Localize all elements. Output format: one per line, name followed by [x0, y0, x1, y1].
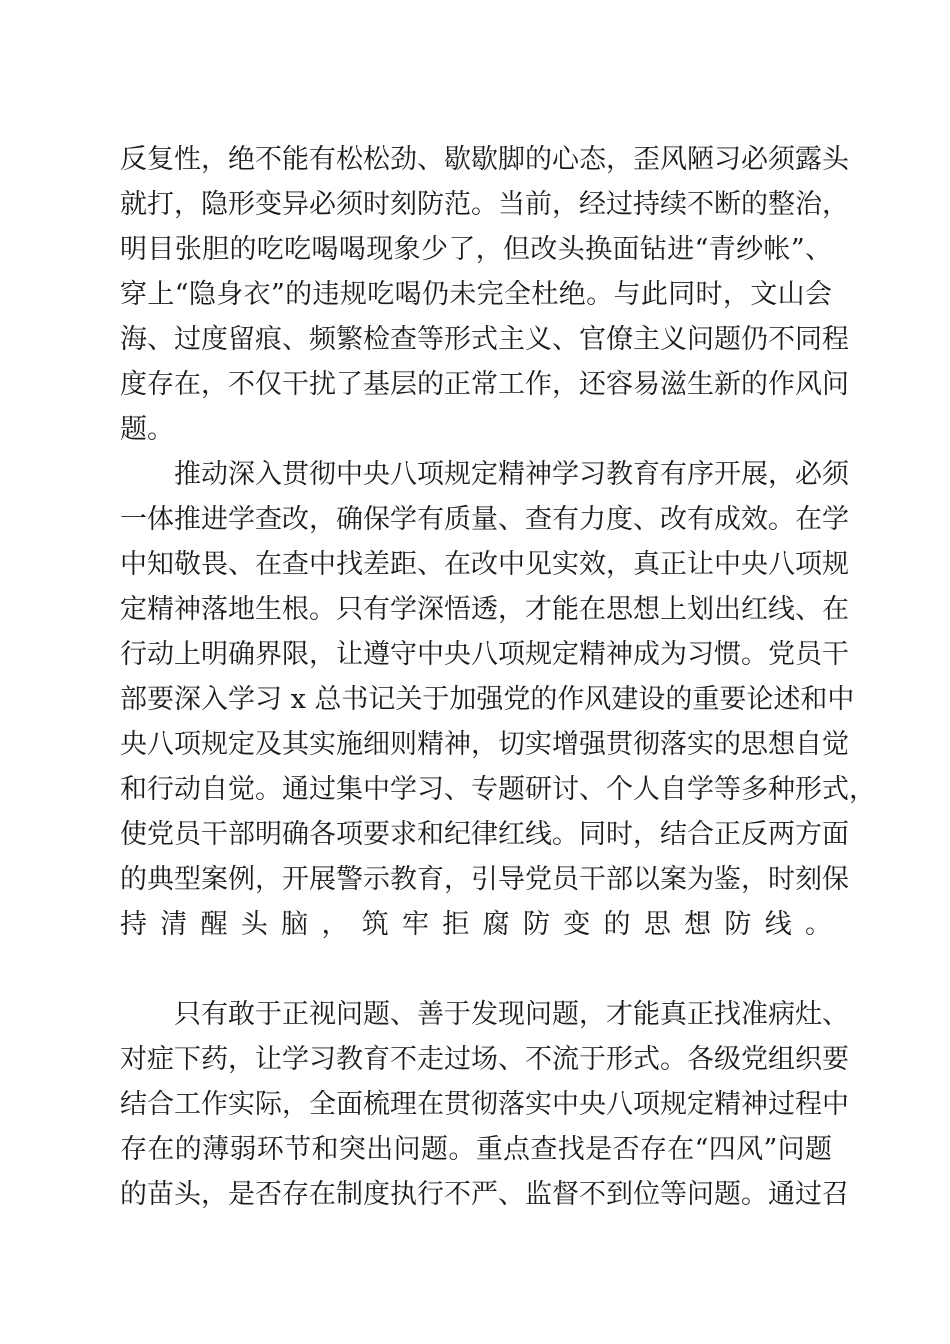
text-line: 反复性，绝不能有松松劲、歇歇脚的心态，歪风陋习必须露头 — [120, 144, 849, 175]
text-line: 的典型案例，开展警示教育，引导党员干部以案为鉴，时刻保 — [120, 864, 849, 895]
text-line: 的苗头，是否存在制度执行不严、监督不到位等问题。通过召 — [120, 1179, 849, 1210]
text-line: 部要深入学习 x 总书记关于加强党的作风建设的重要论述和中 — [120, 684, 855, 715]
text-line: 穿上“隐身衣”的违规吃喝仍未完全杜绝。与此同时，文山会 — [120, 279, 832, 310]
text-line: 海、过度留痕、频繁检查等形式主义、官僚主义问题仍不同程 — [120, 324, 849, 355]
text-line: 和行动自觉。通过集中学习、专题研讨、个人自学等多种形式， — [120, 774, 876, 805]
text-line: 定精神落地生根。只有学深悟透，才能在思想上划出红线、在 — [120, 594, 849, 625]
text-line: 明目张胆的吃吃喝喝现象少了，但改头换面钻进“青纱帐”、 — [120, 234, 832, 265]
text-line: 度存在，不仅干扰了基层的正常工作，还容易滋生新的作风问 — [120, 369, 849, 400]
text-line: 推动深入贯彻中央八项规定精神学习教育有序开展，必须 — [174, 459, 849, 490]
text-line: 中知敬畏、在查中找差距、在改中见实效，真正让中央八项规 — [120, 549, 849, 580]
text-line: 央八项规定及其实施细则精神，切实增强贯彻落实的思想自觉 — [120, 729, 849, 760]
text-line: 题。 — [120, 414, 174, 445]
text-line: 对症下药，让学习教育不走过场、不流于形式。各级党组织要 — [120, 1044, 849, 1075]
text-line: 结合工作实际，全面梳理在贯彻落实中央八项规定精神过程中 — [120, 1089, 849, 1120]
text-line: 一体推进学查改，确保学有质量、查有力度、改有成效。在学 — [120, 504, 849, 535]
text-line: 存在的薄弱环节和突出问题。重点查找是否存在“四风”问题 — [120, 1134, 832, 1165]
text-line: 使党员干部明确各项要求和纪律红线。同时，结合正反两方面 — [120, 819, 849, 850]
text-line: 行动上明确界限，让遵守中央八项规定精神成为习惯。党员干 — [120, 639, 849, 670]
text-line: 就打，隐形变异必须时刻防范。当前，经过持续不断的整治， — [120, 189, 849, 220]
text-line: 持清醒头脑，筑牢拒腐防变的思想防线。 — [120, 909, 832, 940]
text-line: 只有敢于正视问题、善于发现问题，才能真正找准病灶、 — [174, 999, 849, 1030]
